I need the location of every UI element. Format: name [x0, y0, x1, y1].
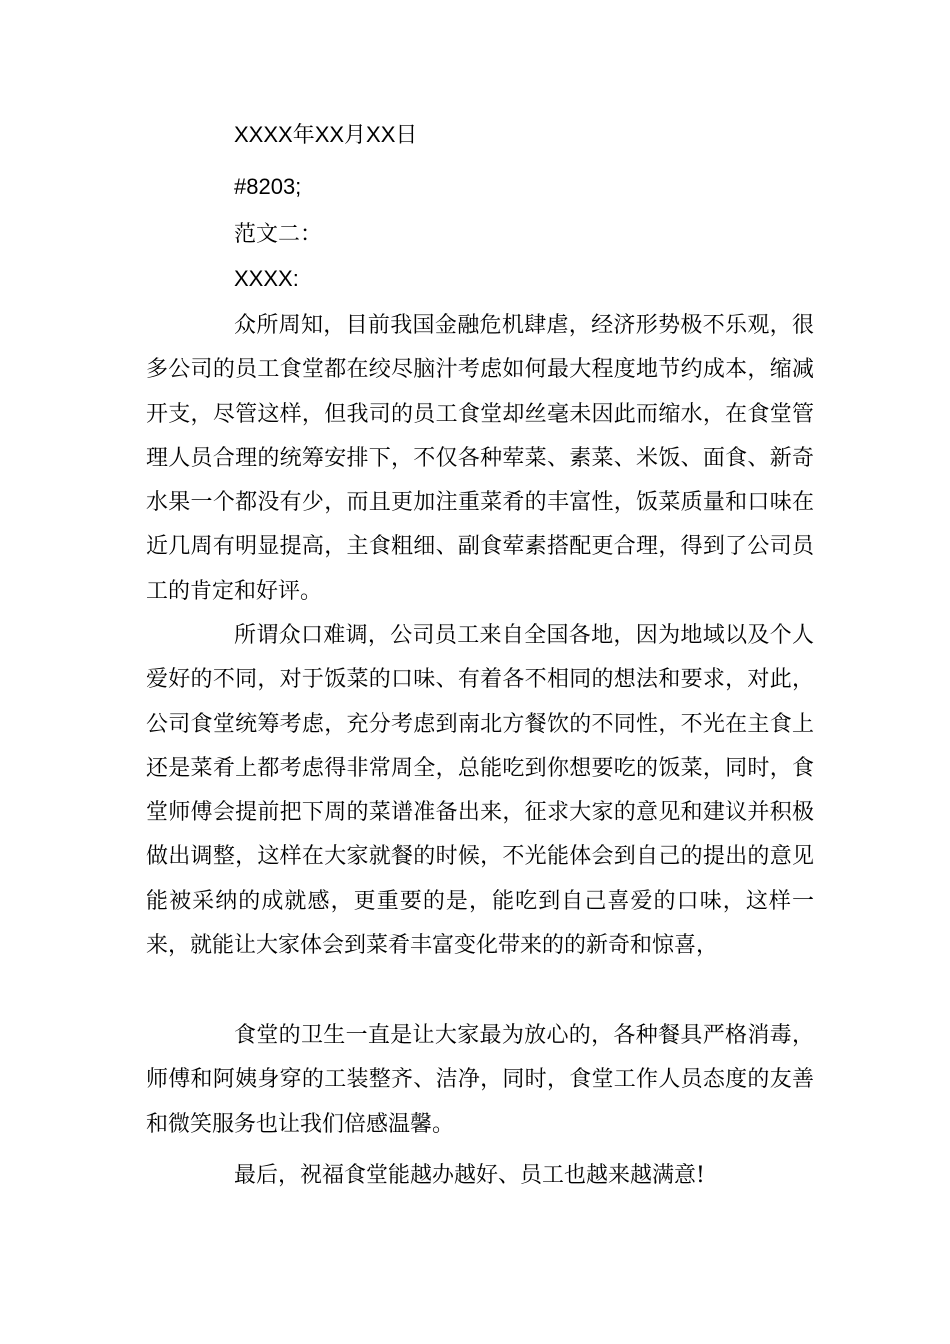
body-paragraph-1: 众所周知，目前我国金融危机肆虐，经济形势极不乐观，很多公司的员工食堂都在绞尽脑汁考虑如何最大程度地节约成本，缩减开支，尽管这样，但我司的员工食堂却丝毫未因此而缩水，在食堂管理人员合理的统筹安排下，不仅各种荤菜、素菜、米饭、面食、新奇水果一个都没有少，而且更加注重菜肴的丰富性，饭菜质量和口味在近几周有明显提高，主食粗细、副食荤素搭配更合理，得到了公司员工的肯定和好评。 — [146, 313, 814, 604]
sample-heading: 范文二： — [234, 222, 323, 247]
date-line: XXXX年XX月XX日 — [234, 122, 418, 147]
body-paragraph-3: 食堂的卫生一直是让大家最为放心的，各种餐具严格消毒，师傅和阿姨身穿的工装整齐、洁净，同时，食堂工作人员态度的友善和微笑服务也让我们倍感温馨。 — [146, 1023, 814, 1137]
salutation: XXXX: — [234, 266, 299, 291]
closing-line: 最后，祝福食堂能越办越好、员工也越来越满意! — [234, 1163, 705, 1188]
entity-line: #8203; — [234, 174, 302, 199]
body-paragraph-2: 所谓众口难调，公司员工来自全国各地，因为地域以及个人爱好的不同，对于饭菜的口味、有着各不相同的想法和要求，对此，公司食堂统筹考虑，充分考虑到南北方餐饮的不同性，不光在主食上还是菜肴上都考虑得非常周全，总能吃到你想要吃的饭菜，同时，食堂师傅会提前把下周的菜谱准备出来，征求大家的意见和建议并积极做出调整，这样在大家就餐的时候，不光能体会到自己的提出的意见能被采纳的成就感，更重要的是，能吃到自己喜爱的口味，这样一来，就能让大家体会到菜肴丰富变化带来的的新奇和惊喜， — [146, 623, 814, 959]
